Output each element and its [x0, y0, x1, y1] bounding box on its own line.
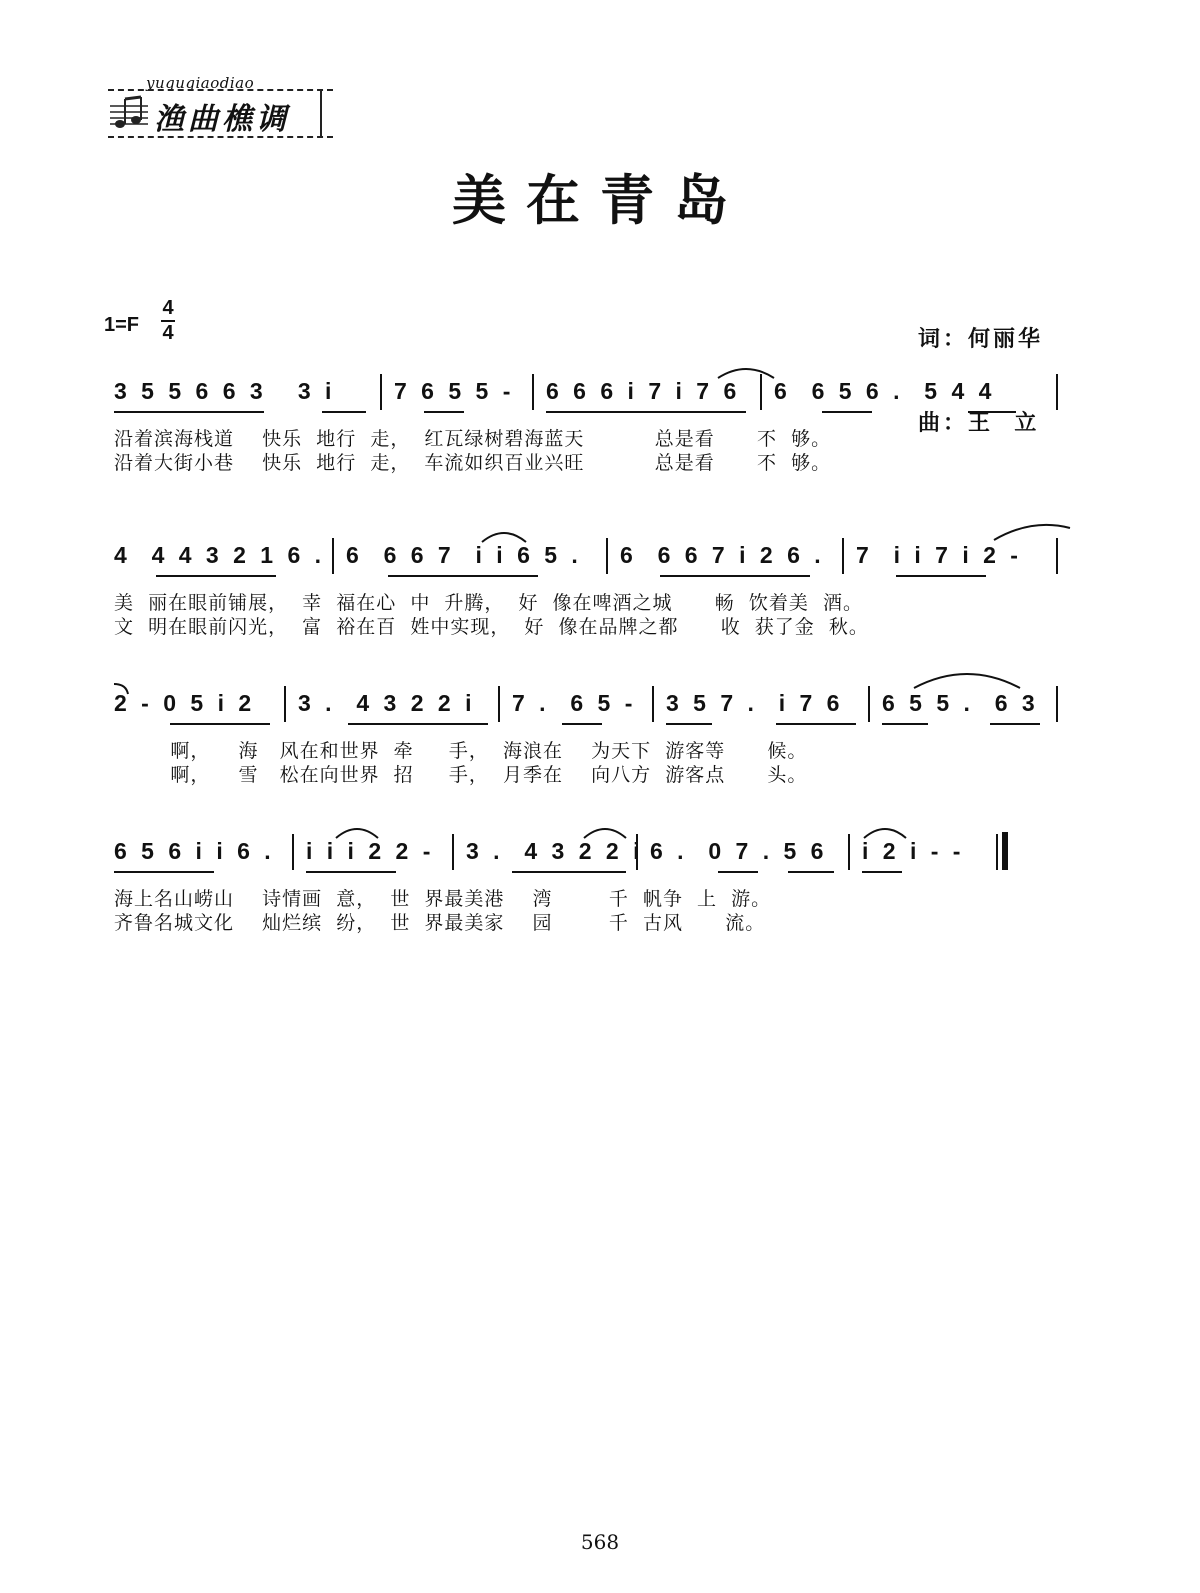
measure: 4 4 4 3 2 1 6 . [114, 542, 326, 568]
slur [480, 528, 528, 544]
barline [498, 686, 500, 722]
slur [716, 364, 776, 380]
slur [912, 668, 1022, 690]
column-logo [108, 74, 333, 140]
barline [848, 834, 850, 870]
beam [822, 411, 872, 413]
notation-row [112, 542, 1062, 582]
measure: 6 6 6 7 i i 6 5 . [346, 542, 582, 568]
barline [606, 538, 608, 574]
beam [718, 871, 758, 873]
barline [842, 538, 844, 574]
beam [322, 411, 366, 413]
column-logo-title: 渔曲樵调 [154, 102, 290, 137]
beam [660, 575, 810, 577]
notation-row [112, 838, 1062, 878]
beam [348, 723, 488, 725]
beam [156, 575, 276, 577]
slur [862, 824, 908, 840]
notation-row [112, 690, 1062, 730]
slur [992, 522, 1072, 542]
measure: i 2 i - - [862, 838, 965, 864]
beam [968, 411, 1016, 413]
measure: 6 6 5 6 . 5 4 4 [774, 378, 996, 404]
beam [546, 411, 746, 413]
beam [896, 575, 986, 577]
beam [512, 871, 626, 873]
beam [862, 871, 902, 873]
logo-dashed-line-top [108, 89, 333, 91]
beam [424, 411, 464, 413]
lyrics-verse-1: 沿着滨海栈道 快乐 地行 走， 红瓦绿树碧海蓝天 总是看 不 够。 [114, 428, 832, 450]
measure: 7 i i 7 i 2 - [856, 542, 1022, 568]
score-system-1 [112, 378, 1072, 498]
beam [562, 723, 602, 725]
final-barline [1002, 832, 1008, 870]
notation-row [112, 378, 1062, 418]
song-title: 美在青岛 [452, 168, 748, 232]
measure: 3 . 4 3 2 2 i [298, 690, 476, 716]
measure: 2 - 0 5 i 2 [114, 690, 256, 716]
beam [666, 723, 712, 725]
score-system-3 [112, 690, 1072, 810]
time-signature-top: 4 [162, 297, 174, 319]
barline [1056, 686, 1058, 722]
measure: 6 5 5 . 6 3 [882, 690, 1039, 716]
barline [1056, 538, 1058, 574]
barline [284, 686, 286, 722]
barline [532, 374, 534, 410]
measure: i i i 2 2 - [306, 838, 435, 864]
beam [306, 871, 396, 873]
beam [114, 871, 214, 873]
page-number: 568 [580, 1530, 620, 1554]
column-logo-roman: yuquqiaodiao [146, 74, 255, 92]
lyrics-verse-1: 美 丽在眼前铺展， 幸 福在心 中 升腾， 好 像在啤酒之城 畅 饮着美 酒。 [114, 592, 863, 614]
measure: 3 5 7 . i 7 6 [666, 690, 844, 716]
slur [112, 682, 132, 696]
measure: 7 6 5 5 - [394, 378, 515, 404]
logo-vertical-bar [320, 89, 322, 136]
barline [380, 374, 382, 410]
measure: 7 . 6 5 - [512, 690, 637, 716]
beam [882, 723, 928, 725]
measure: 6 5 6 i i 6 . [114, 838, 275, 864]
barline [292, 834, 294, 870]
beam [170, 723, 270, 725]
score-system-2 [112, 542, 1072, 662]
lyrics-verse-2: 沿着大街小巷 快乐 地行 走， 车流如织百业兴旺 总是看 不 够。 [114, 452, 832, 474]
score-system-4 [112, 838, 1072, 958]
time-signature [161, 298, 175, 344]
lyrics-verse-1: 海上名山崂山 诗情画 意， 世 界最美港 湾 千 帆争 上 游。 [114, 888, 772, 910]
measure: 3 5 5 6 6 3 3 i [114, 378, 336, 404]
barline [332, 538, 334, 574]
measure: 6 6 6 7 i 2 6 . [620, 542, 825, 568]
slur [582, 824, 628, 840]
beam [776, 723, 856, 725]
barline [1056, 374, 1058, 410]
time-signature-bottom: 4 [162, 322, 174, 344]
beam [788, 871, 834, 873]
composer-credit: 曲：王 立 [918, 411, 1040, 436]
barline [996, 834, 998, 870]
beam [388, 575, 538, 577]
lyrics-verse-2: 啊， 雪 松在向世界 招 手， 月季在 向八方 游客点 头。 [114, 764, 808, 786]
measure: 3 . 4 3 2 2 i [466, 838, 644, 864]
barline [868, 686, 870, 722]
measure: 6 . 0 7 . 5 6 [650, 838, 828, 864]
beam [990, 723, 1040, 725]
key-signature: 1=F [104, 314, 140, 336]
lyrics-verse-2: 文 明在眼前闪光， 富 裕在百 姓中实现， 好 像在品牌之都 收 获了金 秋。 [114, 616, 869, 638]
barline [652, 686, 654, 722]
music-note-icon [108, 94, 150, 136]
barline [636, 834, 638, 870]
slur [334, 824, 380, 840]
barline [452, 834, 454, 870]
lyrics-verse-1: 啊， 海 风在和世界 牵 手， 海浪在 为天下 游客等 候。 [114, 740, 808, 762]
measure: 6 6 6 i 7 i 7 6 [546, 378, 741, 404]
lyrics-verse-2: 齐鲁名城文化 灿烂缤 纷， 世 界最美家 园 千 古风 流。 [114, 912, 766, 934]
lyricist-credit: 词：何丽华 [918, 327, 1044, 352]
beam [114, 411, 264, 413]
